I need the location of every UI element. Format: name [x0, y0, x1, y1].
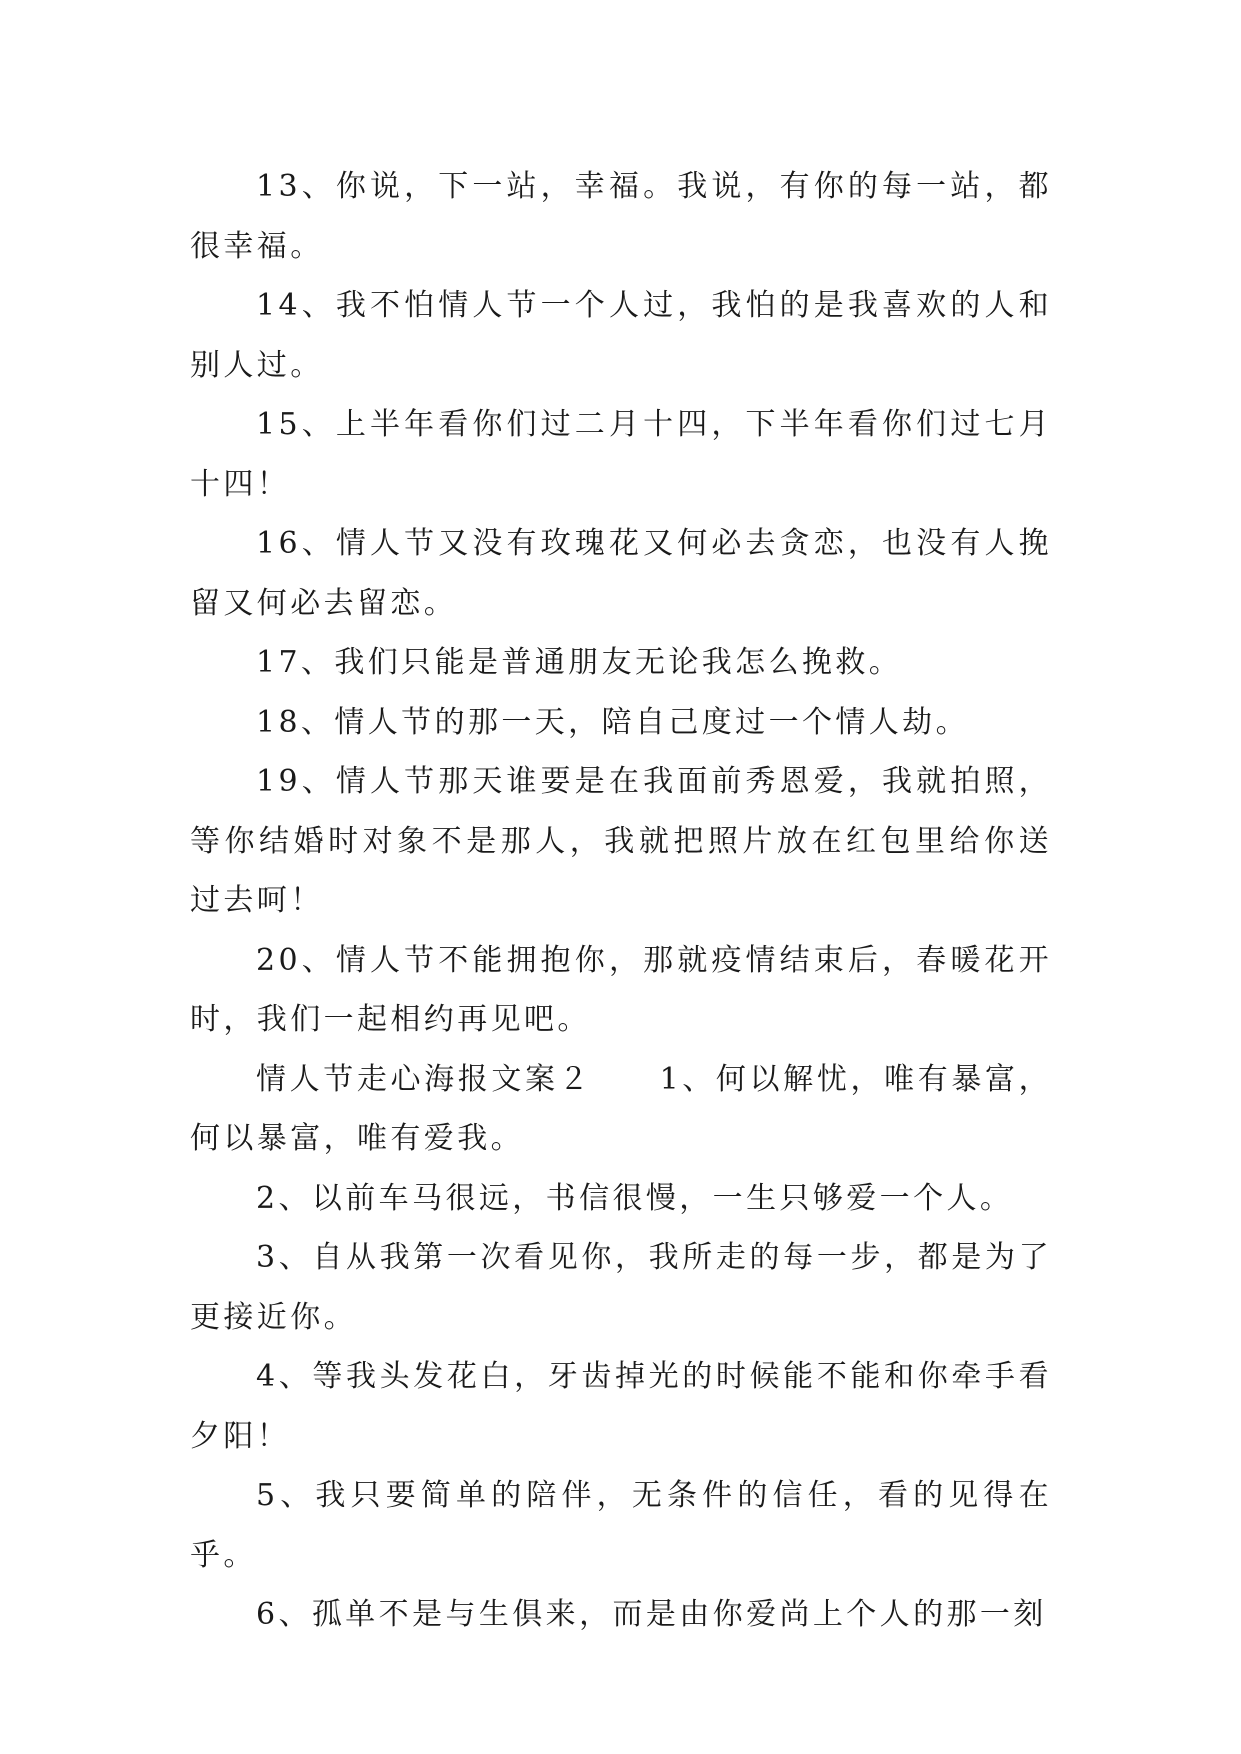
paragraph-14: 14、我不怕情人节一个人过，我怕的是我喜欢的人和别人过。: [190, 288, 1052, 383]
paragraph-3: 3、自从我第一次看见你，我所走的每一步，都是为了更接近你。: [190, 1240, 1052, 1335]
paragraph-20: 20、情人节不能拥抱你，那就疫情结束后，春暖花开时，我们一起相约再见吧。: [190, 942, 1052, 1037]
paragraph-17: 17、我们只能是普通朋友无论我怎么挽救。: [256, 645, 903, 680]
section-heading-paragraph: 情人节走心海报文案２ 1、何以解忧，唯有暴富，何以暴富，唯有爱我。: [190, 1061, 1052, 1156]
paragraph-18: 18、情人节的那一天，陪自己度过一个情人劫。: [256, 704, 969, 740]
paragraph-19: 19、情人节那天谁要是在我面前秀恩爱，我就拍照，等你结婚时对象不是那人，我就把照片放在红包里给你送过去呵！: [190, 764, 1052, 918]
document-body: [190, 157, 1052, 1645]
paragraph-16: 16、情人节又没有玫瑰花又何必去贪恋，也没有人挽留又何必去留恋。: [190, 526, 1052, 621]
paragraph-4: 4、等我头发花白，牙齿掉光的时候能不能和你牵手看夕阳！: [190, 1359, 1052, 1454]
paragraph-6: 6、孤单不是与生俱来，而是由你爱尚上个人的那一刻: [256, 1597, 1047, 1632]
paragraph-2: 2、以前车马很远，书信很慢，一生只够爱一个人。: [256, 1180, 1014, 1216]
paragraph-15: 15、上半年看你们过二月十四，下半年看你们过七月十四！: [190, 407, 1052, 502]
paragraph-5: 5、我只要简单的陪伴，无条件的信任，看的见得在乎。: [190, 1478, 1052, 1573]
paragraph-13: 13、你说，下一站，幸福。我说，有你的每一站，都很幸福。: [190, 169, 1052, 264]
